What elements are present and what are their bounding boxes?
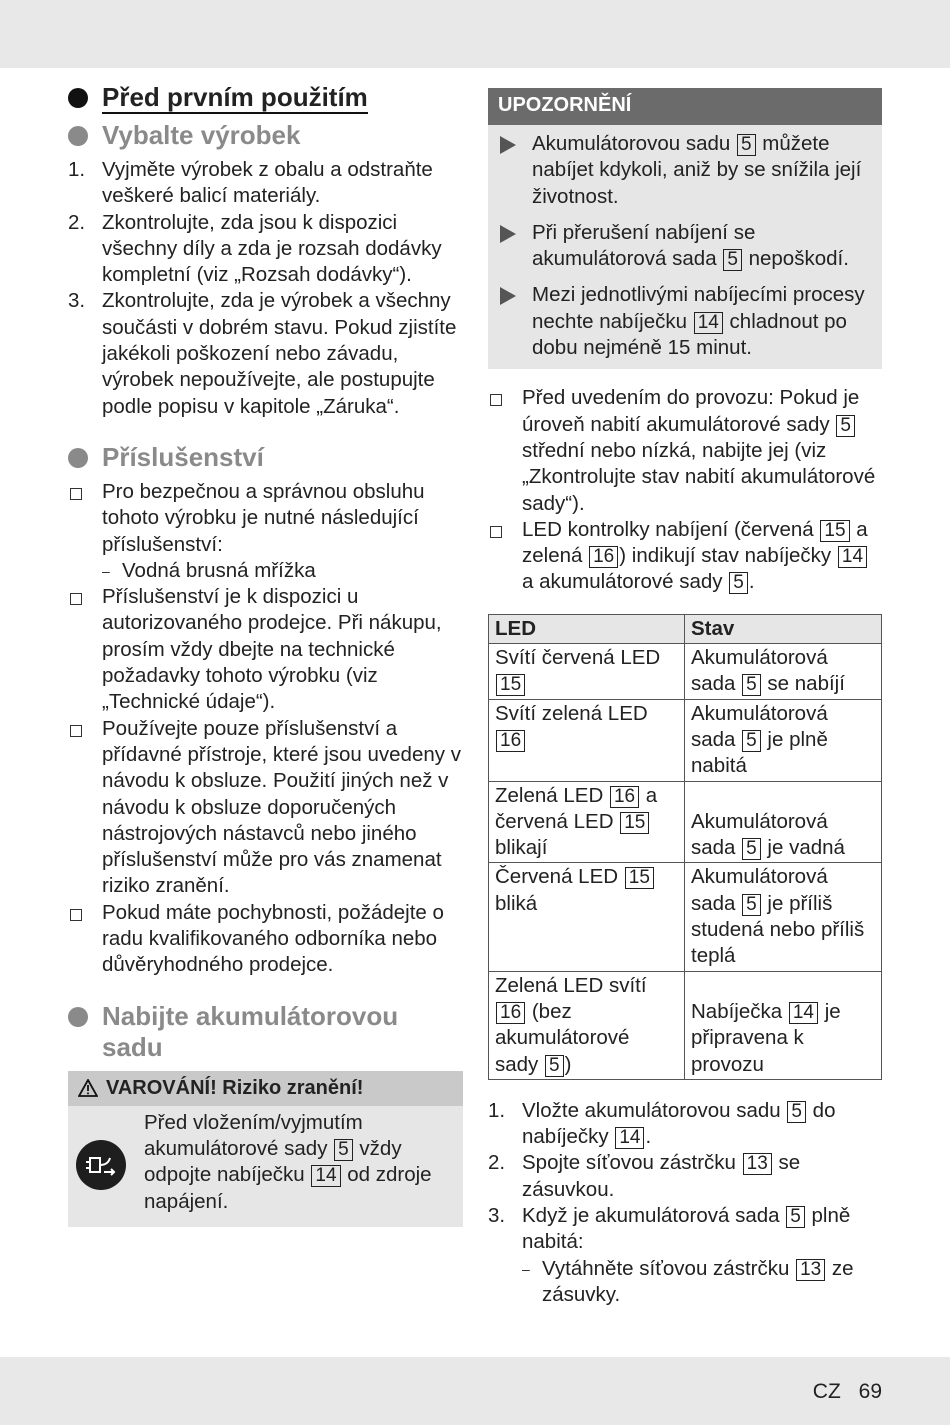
top-band (0, 0, 950, 68)
led-cell: Zelená LED 16 a červená LED 15 blikají (489, 781, 685, 863)
list-item: 1. Vložte akumulátorovou sadu 5 do nabíječky 14 . (488, 1098, 836, 1149)
column-header-led: LED (489, 614, 685, 643)
notice-item: Akumulátorovou sadu 5 můžete nabíjet kdykoli, aniž by se snížila její životnost. (488, 125, 882, 218)
ref-number: 16 (589, 546, 618, 568)
checkbox-square-icon (488, 517, 522, 596)
ref-number: 5 (334, 1139, 353, 1161)
led-cell: Svítí zelená LED 16 (489, 699, 685, 781)
subheading-unpack: Vybalte výrobek (68, 120, 463, 151)
ref-number: 15 (625, 867, 654, 889)
notice-header: UPOZORNĚNÍ (488, 88, 882, 125)
ref-number: 5 (786, 1206, 805, 1228)
arrow-right-icon (500, 287, 516, 305)
left-column (68, 82, 463, 1227)
ref-number: 14 (311, 1165, 340, 1187)
table-row (489, 971, 882, 1079)
language-code: CZ (812, 1380, 841, 1403)
ref-number: 15 (820, 520, 849, 542)
page-footer (807, 1380, 882, 1404)
table-row (489, 863, 882, 971)
warning-triangle-icon (78, 1079, 98, 1097)
bullet-dot-icon (68, 448, 88, 468)
ref-number: 16 (496, 1002, 525, 1024)
charging-steps (488, 1098, 882, 1308)
ref-number: 5 (787, 1101, 806, 1123)
ref-number: 5 (545, 1055, 564, 1077)
list-item: Příslušenství je k dispozici u autorizovaného prodejce. Při nákupu, prosím vždy dbejte na technické požadavky tohoto výrobku (viz „Technické údaje“). (68, 584, 463, 715)
state-cell: Akumulátorová sada 5 je příliš studená nebo příliš teplá (685, 863, 882, 971)
ref-number: 5 (737, 134, 756, 156)
state-cell: Nabíječka 14 je připravena k provozu (685, 971, 882, 1079)
accessories-list (68, 479, 463, 979)
ref-number: 16 (610, 786, 639, 808)
checkbox-square-icon (68, 716, 102, 900)
table-header-row (489, 614, 882, 643)
ref-number: 5 (742, 730, 761, 752)
unplug-icon (76, 1140, 126, 1190)
subheading-charge-battery: Nabijte akumulátorovou sadu (68, 1001, 463, 1063)
ref-number: 5 (723, 249, 742, 271)
list-item: 1. Vyjměte výrobek z obalu a odstraňte veškeré balicí materiály. (68, 158, 433, 208)
notice-item: Při přerušení nabíjení se akumulátorová sada 5 nepoškodí. (488, 218, 882, 281)
list-item: 3. Když je akumulátorová sada 5 plně nabitá: – Vytáhněte síťovou zástrčku 13 ze zásuvky. (488, 1203, 882, 1308)
state-cell: Akumulátorová sada 5 je plně nabitá (685, 699, 882, 781)
ref-number: 14 (615, 1127, 644, 1149)
arrow-right-icon (500, 225, 516, 243)
led-cell: Svítí červená LED 15 (489, 644, 685, 700)
list-item: LED kontrolky nabíjení (červená 15 a zelená 16 ) indikují stav nabíječky 14 a akumulátorové sady 5 . (488, 517, 882, 596)
list-item: 3. Zkontrolujte, zda je výrobek a všechny součásti v dobrém stavu. Pokud zjistíte jakékoli poškození nebo závadu, výrobek nepoužívejte, ale postupujte podle popisu v kapitole „Záruka“. (68, 289, 457, 418)
bullet-dot-icon (68, 126, 88, 146)
list-item: Pro bezpečnou a správnou obsluhu tohoto výrobku je nutné následující příslušenství: – Vodná brusná mřížka (68, 479, 463, 584)
table-row (489, 781, 882, 863)
ref-number: 14 (694, 312, 723, 334)
state-cell: Akumulátorová sada 5 je vadná (685, 781, 882, 863)
ref-number: 13 (743, 1153, 772, 1175)
list-item: Používejte pouze příslušenství a přídavné přístroje, které jsou uvedeny v návodu k obsluze. Použití jiných než v návodu k obsluze doporučených nástrojových nástavců nebo jiného příslušenství může pro vás znamenat riziko zranění. (68, 716, 463, 900)
checkbox-square-icon (68, 479, 102, 584)
ref-number: 5 (836, 415, 855, 437)
bullet-dot-icon (68, 88, 88, 108)
checkbox-square-icon (68, 584, 102, 715)
bullet-dot-icon (68, 1007, 88, 1027)
table-row (489, 644, 882, 700)
list-item: Pokud máte pochybnosti, požádejte o radu kvalifikovaného odborníka nebo důvěryhodného prodejce. (68, 900, 463, 979)
column-header-state: Stav (685, 614, 882, 643)
list-item: Před uvedením do provozu: Pokud je úroveň nabití akumulátorové sady 5 střední nebo nízká, nabijte jej (viz „Zkontrolujte stav nabití akumulátorové sady“). (488, 385, 882, 516)
ref-number: 5 (742, 674, 761, 696)
arrow-right-icon (500, 136, 516, 154)
table-row (489, 699, 882, 781)
ref-number: 15 (620, 812, 649, 834)
led-cell: Červená LED 15 bliká (489, 863, 685, 971)
led-status-table (488, 614, 882, 1080)
ref-number: 14 (838, 546, 867, 568)
list-item: 2. Spojte síťovou zástrčku 13 se zásuvkou. (488, 1151, 801, 1201)
warning-box (68, 1071, 463, 1227)
charging-notes (488, 385, 882, 595)
warning-text: Před vložením/vyjmutím akumulátorové sady 5 vždy odpojte nabíječku 14 od zdroje napájení. (144, 1110, 432, 1213)
checkbox-square-icon (488, 385, 522, 516)
ref-number: 16 (496, 730, 525, 752)
ref-number: 5 (742, 838, 761, 860)
checkbox-square-icon (68, 900, 102, 979)
ref-number: 15 (496, 674, 525, 696)
ref-number: 13 (796, 1259, 825, 1281)
subheading-accessories: Příslušenství (68, 442, 463, 473)
ref-number: 14 (789, 1002, 818, 1024)
list-item: 2. Zkontrolujte, zda jsou k dispozici všechny díly a zda je rozsah dodávky kompletní (viz „Rozsah dodávky“). (68, 210, 442, 287)
notice-box (488, 88, 882, 369)
warning-body (68, 1106, 463, 1227)
right-column (488, 88, 882, 1308)
page-number: 69 (858, 1380, 882, 1403)
warning-header: VAROVÁNÍ! Riziko zranění! (68, 1071, 463, 1106)
notice-item: Mezi jednotlivými nabíjecími procesy nechte nabíječku 14 chladnout po dobu nejméně 15 minut. (488, 280, 882, 369)
unpack-steps (68, 157, 463, 420)
led-cell: Zelená LED svítí 16 (bez akumulátorové sady 5 ) (489, 971, 685, 1079)
ref-number: 5 (742, 894, 761, 916)
sub-item: – Vytáhněte síťovou zástrčku 13 ze zásuvky. (522, 1256, 854, 1306)
ref-number: 5 (729, 572, 748, 594)
section-heading-before-first-use: Před prvním použitím (68, 82, 463, 114)
state-cell: Akumulátorová sada 5 se nabíjí (685, 644, 882, 700)
sub-item: – Vodná brusná mřížka (102, 558, 316, 582)
